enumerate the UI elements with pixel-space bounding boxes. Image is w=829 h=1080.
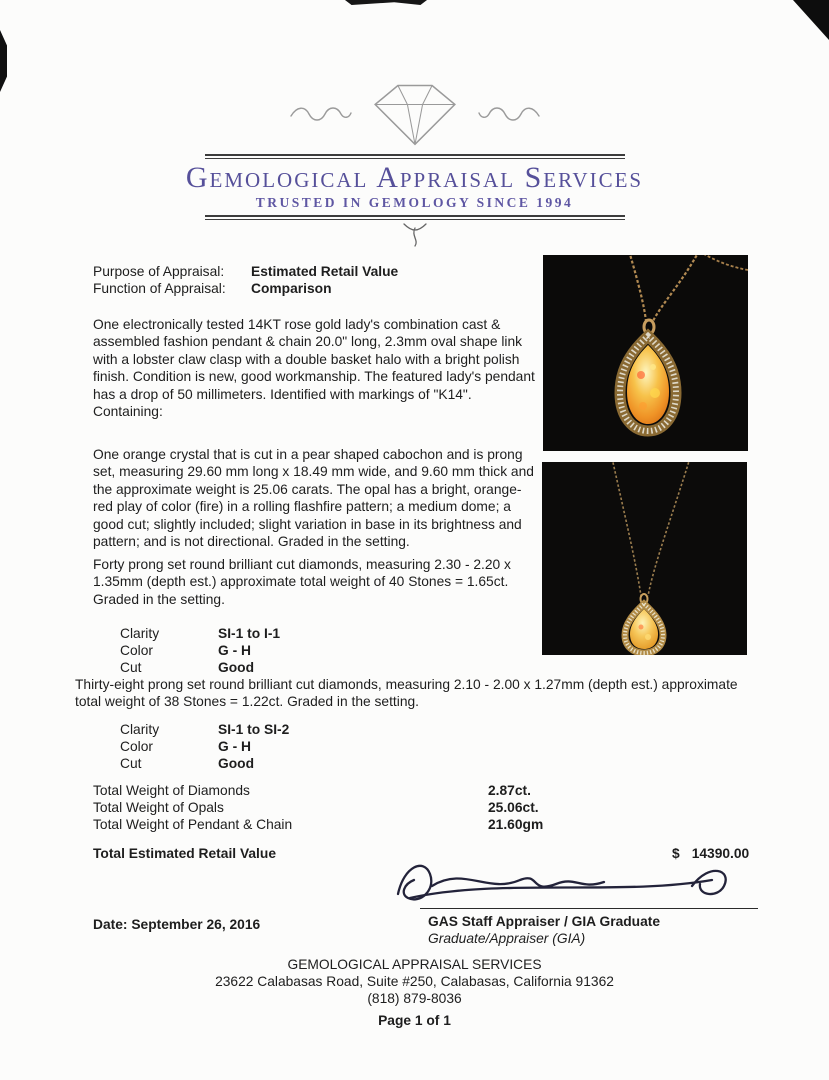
description-paragraph-3: Forty prong set round brilliant cut diamonds, measuring 2.30 - 2.20 x 1.35mm (depth est.) approximate total weight of 40 Stones = 1.65ct. Graded in the setting. bbox=[93, 557, 511, 607]
logo-row bbox=[0, 76, 829, 150]
date-label: Date: bbox=[93, 917, 128, 932]
grading-table-1 bbox=[120, 625, 280, 675]
description-paragraph-1: One electronically tested 14KT rose gold lady's combination cast & assembled fashion pendant & chain 20.0" long, 2.3mm oval shape link with a lobster claw clasp with a double basket halo with a bright polish finish. Condition is new, good workmanship. The featured lady's pendant has a drop of 50 millimeters. Identified with markings of "K14". Containing: bbox=[93, 317, 535, 420]
description-paragraph-4: Thirty-eight prong set round brilliant cut diamonds, measuring 2.10 - 2.00 x 1.27mm (depth est.) approximate total weight of 38 Stones = 1.22ct. Graded in the setting. bbox=[75, 677, 738, 710]
clarity-label: Clarity bbox=[120, 722, 160, 737]
total-opals-row bbox=[93, 799, 753, 816]
company-title: Gemological Appraisal Services bbox=[185, 161, 644, 194]
table-row bbox=[120, 738, 289, 755]
opal-pendant-front-illustration bbox=[543, 255, 748, 451]
grading-table-2 bbox=[120, 721, 289, 771]
company-tagline: TRUSTED IN GEMOLOGY SINCE 1994 bbox=[255, 195, 574, 210]
clarity-value: SI-1 to SI-2 bbox=[218, 722, 290, 737]
purpose-value: Estimated Retail Value bbox=[251, 264, 399, 279]
totals-section bbox=[93, 782, 753, 832]
footer-phone: (818) 879-8036 bbox=[367, 991, 462, 1007]
opal-pendant-full-illustration bbox=[542, 462, 747, 655]
total-pendant-label: Total Weight of Pendant & Chain bbox=[93, 816, 293, 832]
letterhead bbox=[0, 76, 829, 253]
total-diamonds-value: 2.87ct. bbox=[488, 783, 531, 798]
date-line bbox=[93, 916, 260, 933]
cut-label: Cut bbox=[120, 659, 142, 675]
purpose-label: Purpose of Appraisal: bbox=[93, 264, 225, 279]
clarity-value: SI-1 to I-1 bbox=[218, 626, 281, 641]
amount-value: 14390.00 bbox=[691, 846, 750, 861]
total-pendant-row bbox=[93, 816, 753, 833]
header-rule-bottom bbox=[205, 215, 625, 220]
table-row bbox=[120, 642, 280, 659]
appraisal-info bbox=[93, 263, 537, 298]
pendant-photo-2 bbox=[542, 462, 747, 655]
grand-total-label: Total Estimated Retail Value bbox=[93, 846, 276, 861]
color-label: Color bbox=[120, 738, 153, 754]
currency-symbol: $ bbox=[672, 846, 680, 861]
date-value: September 26, 2016 bbox=[131, 917, 261, 932]
color-value: G - H bbox=[218, 642, 251, 658]
total-diamonds-row bbox=[93, 782, 753, 799]
footer-address: 23622 Calabasas Road, Suite #250, Calabasas, California 91362 bbox=[215, 974, 614, 990]
table-row bbox=[120, 659, 280, 676]
pendant-photo-1 bbox=[543, 255, 748, 451]
total-opals-label: Total Weight of Opals bbox=[93, 799, 224, 815]
total-pendant-value: 21.60gm bbox=[488, 816, 544, 832]
purpose-row bbox=[93, 263, 537, 280]
header-rule-top bbox=[205, 154, 625, 159]
table-row bbox=[120, 625, 280, 642]
appraiser-subtitle: Graduate/Appraiser (GIA) bbox=[428, 931, 586, 947]
color-value: G - H bbox=[218, 738, 251, 754]
cut-value: Good bbox=[218, 755, 255, 771]
color-label: Color bbox=[120, 642, 153, 658]
appraiser-block bbox=[428, 913, 660, 948]
page-number: Page 1 of 1 bbox=[378, 1012, 451, 1028]
flourish-right-icon bbox=[477, 104, 541, 122]
total-diamonds-label: Total Weight of Diamonds bbox=[93, 783, 250, 798]
document-footer bbox=[0, 956, 829, 1029]
table-row bbox=[120, 721, 289, 738]
scan-artifact-corner bbox=[793, 0, 829, 40]
function-label: Function of Appraisal: bbox=[93, 281, 226, 297]
description-paragraph-2: One orange crystal that is cut in a pear shaped cabochon and is prong set, measuring 29.60 mm long x 18.49 mm wide, and 9.60 mm thick and the approximate weight is 25.06 carats. The opal has a bright, orange-red play of color (fire) in a rolling flashfire pattern; a medium dome; a good cut; slightly included; slight variation in base in its brightness and pattern; and is not directional. Graded in the setting. bbox=[93, 447, 534, 550]
appraiser-title: GAS Staff Appraiser / GIA Graduate bbox=[428, 914, 661, 929]
function-value: Comparison bbox=[251, 281, 332, 297]
table-row bbox=[120, 755, 289, 772]
flourish-left-icon bbox=[289, 104, 353, 122]
appraiser-signature bbox=[380, 850, 750, 910]
scroll-ornament-icon bbox=[0, 222, 829, 253]
function-row bbox=[93, 280, 537, 297]
diamond-logo-icon bbox=[367, 76, 463, 150]
footer-company: GEMOLOGICAL APPRAISAL SERVICES bbox=[287, 957, 542, 972]
clarity-label: Clarity bbox=[120, 626, 160, 641]
signature-line bbox=[420, 908, 758, 909]
scan-artifact-top bbox=[345, 0, 427, 5]
cut-label: Cut bbox=[120, 755, 142, 771]
total-opals-value: 25.06ct. bbox=[488, 799, 539, 815]
cut-value: Good bbox=[218, 659, 255, 675]
